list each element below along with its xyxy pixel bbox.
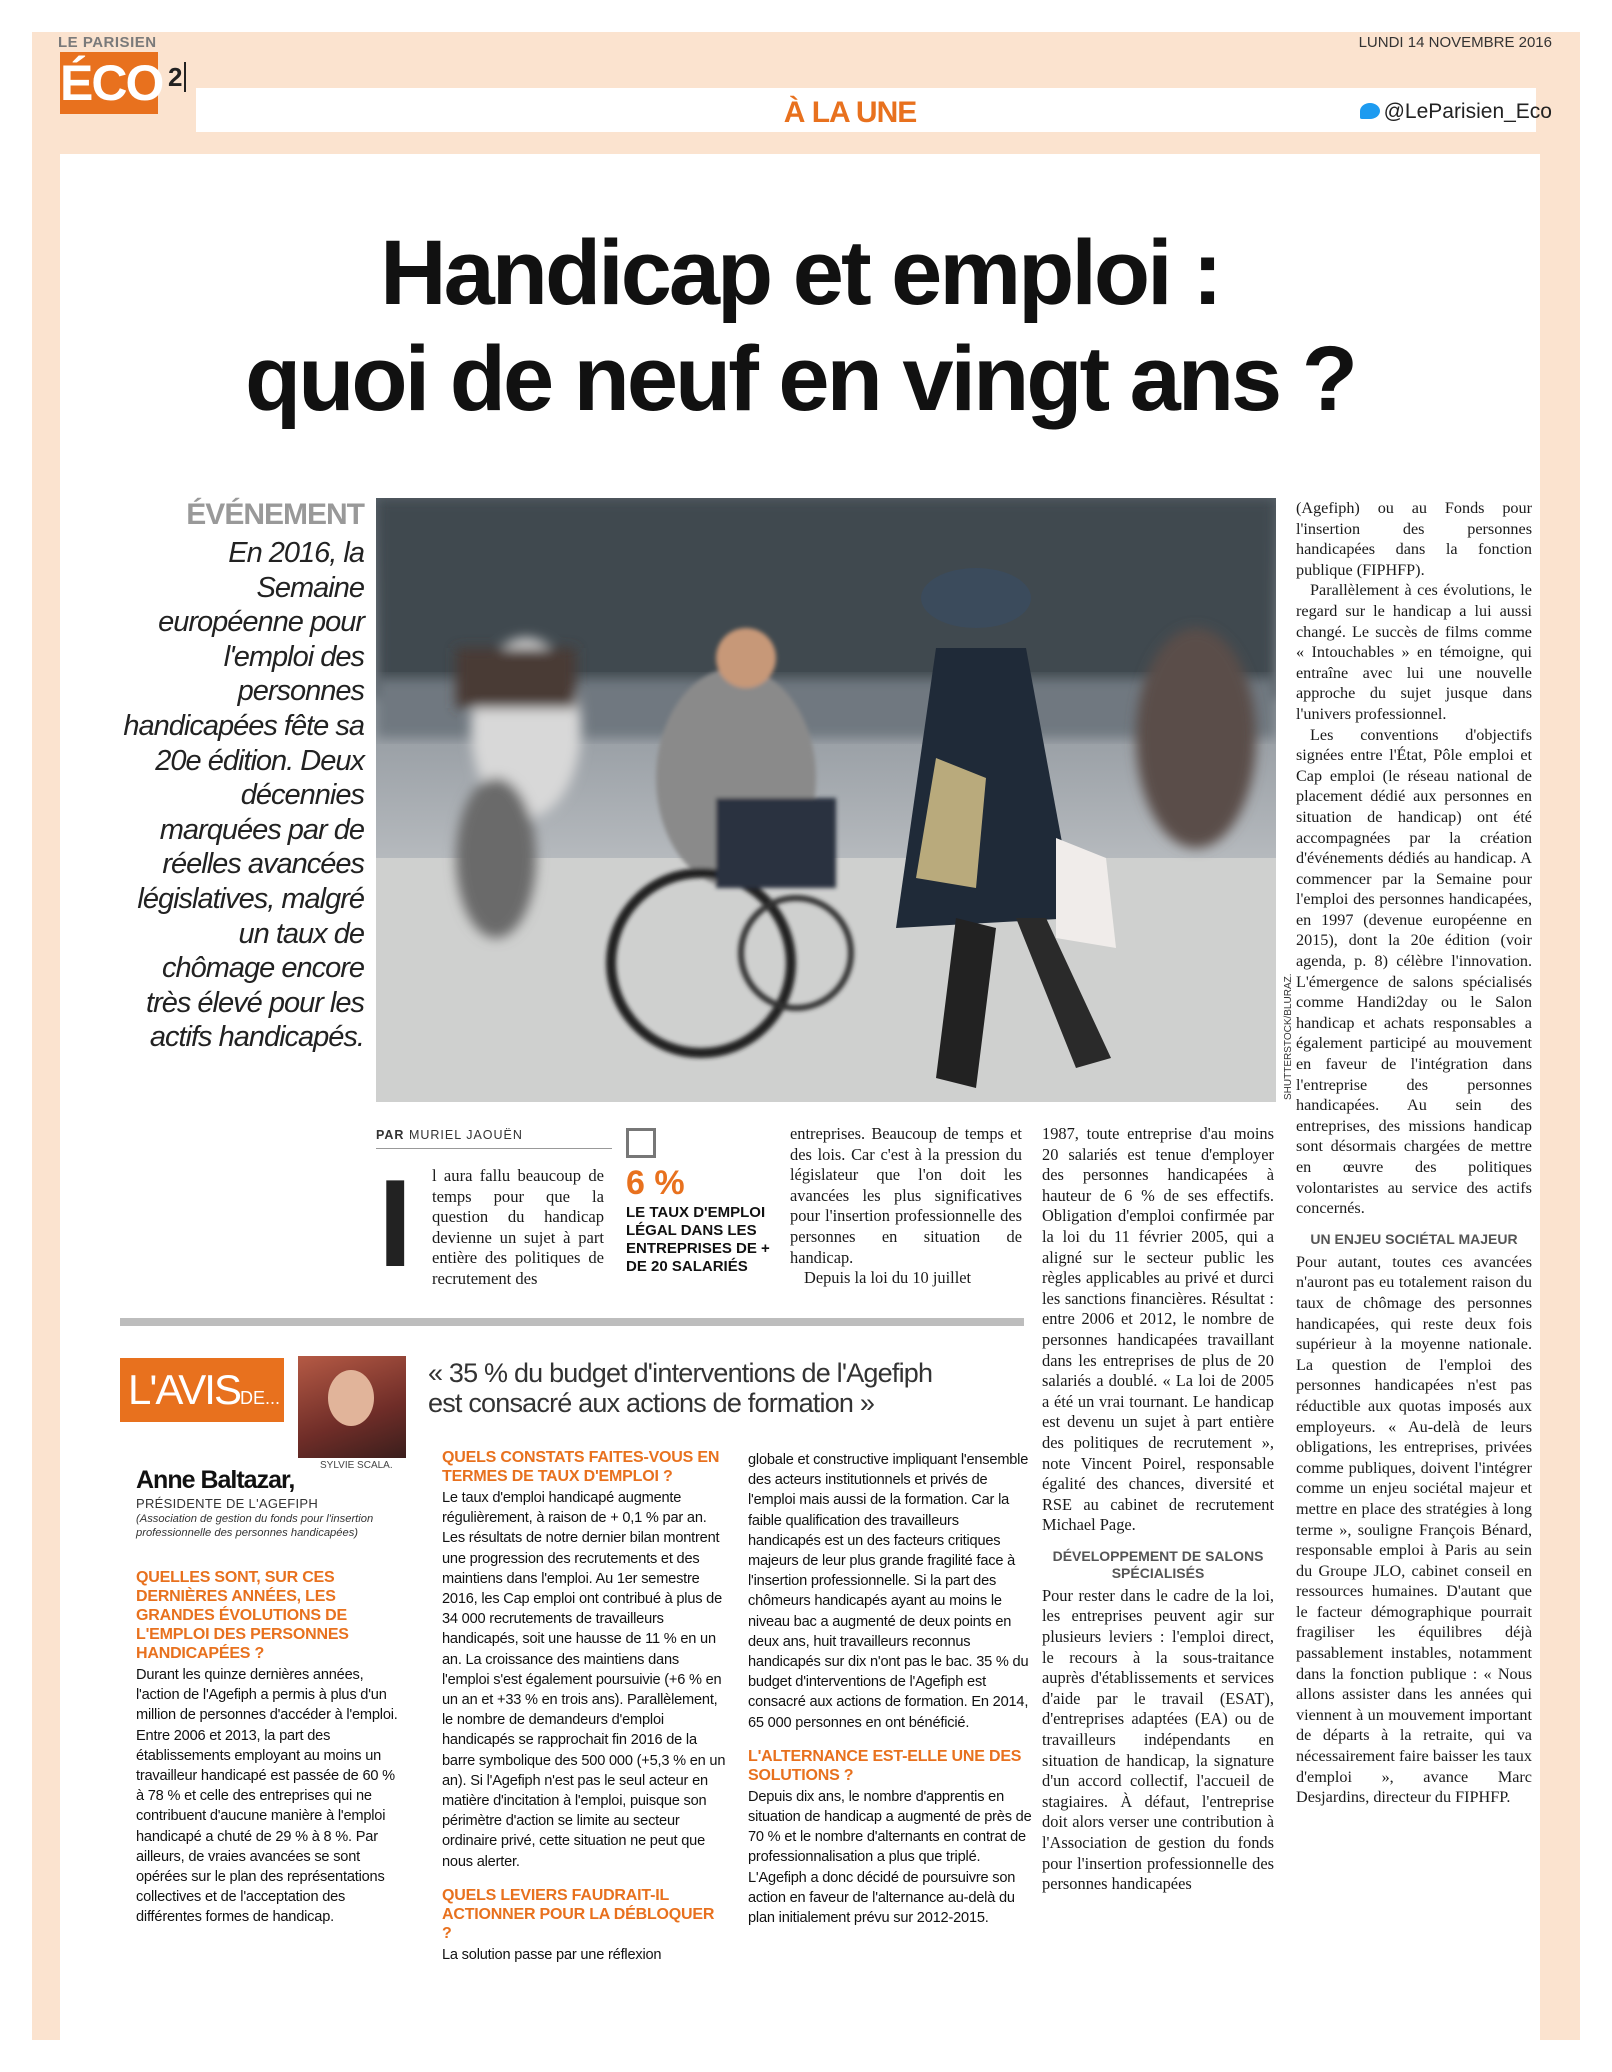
interview-question: QUELS CONSTATS FAITES-VOUS EN TERMES DE TAUX D'EMPLOI ? bbox=[442, 1449, 720, 1485]
section-badge: ÉCO bbox=[60, 52, 158, 114]
headline bbox=[120, 220, 1480, 432]
opinion-label-main: L'AVIS bbox=[128, 1366, 240, 1413]
stat-caption: LE TAUX D'EMPLOI LÉGAL DANS LES ENTREPRISES DE + DE 20 SALARIÉS bbox=[626, 1204, 770, 1275]
photo-credit: SHUTTERSTOCK/BLURAZ. bbox=[1283, 973, 1294, 1100]
rubric-title: À LA UNE bbox=[783, 96, 917, 129]
twitter-link[interactable] bbox=[1360, 100, 1552, 124]
interviewee-role: PRÉSIDENTE DE L'AGEFIPH bbox=[136, 1496, 319, 1511]
stat-number: 6 % bbox=[626, 1164, 685, 1202]
interview-column-2 bbox=[442, 1448, 728, 1979]
portrait-photo bbox=[298, 1356, 406, 1458]
interview-answer: Le taux d'emploi handicapé augmente régulièrement, à raison de + 0,1 % par an. Les résultats de notre dernier bilan montrent une progression des recrutements et des maintiens dans l'emploi. Au 1er semestre 2016, les Cap emploi ont contribué à plus de 34 000 recrutements de travailleurs handicapés, soit une hausse de 11 % en un an. La croissance des maintiens dans l'emploi s'est également poursuivie (+6 % en un an et +33 % en trois ans). Parallèlement, le nombre de demandeurs d'emploi handicapés se rapprochait fin 2016 de la barre symbolique des 500 000 (+5,3 % en un an). Si l'Agefiph n'est pas le seul acteur en matière d'incitation à l'emploi, puisque son périmètre d'action se limite au secteur ordinaire privé, cette situation ne peut que nous alerter. bbox=[442, 1490, 726, 1870]
headline-line-1: Handicap et emploi : bbox=[380, 222, 1220, 324]
paragraph: Depuis la loi du 10 juillet bbox=[804, 1268, 972, 1288]
paragraph: (Agefiph) ou au Fonds pour l'insertion des personnes handicapées dans la fonction publique (FIPHFP). bbox=[1296, 499, 1532, 579]
interview-answer: La solution passe par une réflexion bbox=[442, 1946, 662, 1963]
drop-cap: I bbox=[378, 1168, 422, 1284]
checkbox-icon bbox=[626, 1128, 656, 1158]
photo-illustration bbox=[376, 498, 1276, 1102]
interview-question: L'ALTERNANCE EST-ELLE UNE DES SOLUTIONS ? bbox=[748, 1747, 1022, 1784]
section-divider bbox=[120, 1318, 1024, 1326]
article-photo bbox=[376, 498, 1276, 1102]
opinion-label-suffix: DE... bbox=[239, 1388, 280, 1408]
article-column-3 bbox=[1042, 1124, 1274, 1895]
portrait-credit: SYLVIE SCALA. bbox=[320, 1460, 393, 1471]
interviewee-organisation: (Association de gestion du fonds pour l'insertion professionnelle des personnes handicapées) bbox=[136, 1513, 374, 1539]
paragraph: Pour rester dans le cadre de la loi, les entreprises peuvent agir sur plusieurs leviers : l'emploi direct, le recours à la sous-traitance auprès d'établissements et services d'aide par le travail (ESAT), d'entreprises adaptées (EA) ou de travailleurs indépendants en situation de handicap, la signature d'un accord collectif, l'accueil de stagiaires. À défaut, l'entreprise doit alors verser une contribution à l'Association de gestion du fonds pour l'insertion professionnelle des personnes handicapées bbox=[1042, 1585, 1274, 1894]
paragraph: entreprises. Beaucoup de temps et des lois. Car c'est à la pression du législateur que l'on doit les avancées les plus significatives pour l'insertion professionnelle des personnes en situation de handicap. bbox=[790, 1124, 1022, 1267]
pull-quote: « 35 % du budget d'interventions de l'Agefiph est consacré aux actions de formation » bbox=[428, 1358, 933, 1418]
subheading: DÉVELOPPEMENT DE SALONS SPÉCIALISÉS bbox=[1052, 1547, 1264, 1581]
interview-answer: Durant les quinze dernières années, l'action de l'Agefiph a permis à plus d'un million de personnes d'accéder à l'emploi. Entre 2006 et 2013, la part des établissements employant au moins un travailleur handicapé est passée de 60 % à 78 % et celle des entreprises qui ne contribuent d'aucune manière à l'emploi handicapé a chuté de 29 % à 8 %. Par ailleurs, de vraies avancées se sont opérées sur le plan des représentations collectives et de l'acceptation des différentes formes de handicap. bbox=[136, 1667, 398, 1926]
byline bbox=[376, 1128, 612, 1149]
interview-answer: globale et constructive impliquant l'ensemble des acteurs institutionnels et privés de l'emploi mais aussi de la formation. Car la faible qualification des travailleurs handicapés est un des facteurs critiques majeurs de leur plus grande fragilité face à l'insertion professionnelle. Si la part des chômeurs handicapés ayant au moins le niveau bac a augmenté de deux points en deux ans, huit travailleurs reconnus handicapés sur dix n'ont pas le bac. 35 % du budget d'interventions de l'Agefiph est consacré aux actions de formation. En 2014, 65 000 personnes en ont bénéficié. bbox=[748, 1452, 1029, 1731]
headline-line-2: quoi de neuf en vingt ans ? bbox=[245, 328, 1355, 430]
twitter-icon bbox=[1360, 103, 1380, 119]
byline-author: MURIEL JAOUËN bbox=[408, 1128, 523, 1142]
article-column-2 bbox=[790, 1124, 1022, 1289]
interview-question: QUELS LEVIERS FAUDRAIT-IL ACTIONNER POUR LA DÉBLOQUER ? bbox=[442, 1886, 715, 1942]
stat-box bbox=[626, 1128, 776, 1276]
portrait-face bbox=[328, 1370, 374, 1426]
interview-question: QUELLES SONT, SUR CES DERNIÈRES ANNÉES, LES GRANDES ÉVOLUTIONS DE L'EMPLOI DES PERSONNES HANDICAPÉES ? bbox=[136, 1569, 349, 1662]
paragraph: Parallèlement à ces évolutions, le regard sur le handicap a lui aussi changé. Le succès de films comme « Intouchables » en témoigne, qui entraîne avec lui une nouvelle approche du sujet jusque dans l'univers professionnel. bbox=[1296, 581, 1532, 723]
article-right-column bbox=[1296, 498, 1532, 1808]
page-number-divider bbox=[184, 62, 186, 92]
interviewee-name: Anne Baltazar, bbox=[136, 1466, 295, 1494]
newspaper-name: LE PARISIEN bbox=[58, 34, 157, 51]
interview-column-1 bbox=[136, 1568, 406, 1942]
interview-answer: Depuis dix ans, le nombre d'apprentis en situation de handicap a augmenté de près de 70 % et le nombre d'alternants en contrat de professionnalisation a plus que triplé. L'Agefiph a donc décidé de poursuivre son action en faveur de l'alternance au-delà du plan initialement prévu sur 2012-2015. bbox=[748, 1788, 1032, 1927]
interview-column-3 bbox=[748, 1450, 1034, 1942]
opinion-label bbox=[120, 1358, 284, 1422]
article-column-1 bbox=[376, 1166, 604, 1290]
kicker: ÉVÉNEMENT bbox=[186, 498, 364, 531]
page-number: 2 bbox=[168, 62, 183, 92]
subheading: UN ENJEU SOCIÉTAL MAJEUR bbox=[1310, 1230, 1518, 1247]
paragraph: Les conventions d'objectifs signées entre l'État, Pôle emploi et Cap emploi (le réseau national de placement dédié aux personnes en situation de handicap) ont été accompagnées par la création d'événements dédiés au handicap. A commencer par la Semaine pour l'emploi des personnes handicapées, en 1997 (devenue européenne en 2015), dont la 20e édition (voir agenda, p. 8) célèbre l'innovation. L'émergence de salons spécialisés comme Handi2day ou le Salon handicap et achats responsables a également participé au mouvement en faveur de l'intégration dans l'entreprise des personnes handicapées. Au sein des entreprises, des missions handicap sont désormais chargées de mettre en œuvre des politiques volontaristes au service des actifs concernés. bbox=[1296, 725, 1532, 1218]
byline-prefix: PAR bbox=[376, 1128, 405, 1142]
issue-date: LUNDI 14 NOVEMBRE 2016 bbox=[1358, 34, 1552, 51]
paragraph: 1987, toute entreprise d'au moins 20 salariés est tenue d'employer des personnes handicapées à hauteur de 6 % de ses effectifs. Obligation d'emploi confirmée par la loi du 11 février 2005, qui a aligné sur le secteur public les règles applicables au privé et durci les sanctions financières. Résultat : entre 2006 et 2012, le nombre de personnes handicapées travaillant dans les entreprises de plus de 20 salariés a doublé. « La loi de 2005 a été un vrai tournant. Le handicap est devenu un sujet à part entière des politiques de recrutement », note Vincent Poirel, responsable égalité des chances, diversité et RSE au cabinet de recrutement Michael Page. bbox=[1042, 1124, 1274, 1535]
twitter-handle: @LeParisien_Eco bbox=[1383, 100, 1552, 123]
paragraph: Pour autant, toutes ces avancées n'auront pas eu totalement raison du taux de chômage des personnes handicapées, qui reste deux fois supérieur à la moyenne nationale. La question de l'emploi des personnes handicapées n'est pas réductible aux quotas imposés aux employeurs. « Au-delà de leurs obligations, les entreprises, privées comme publiques, doivent l'intégrer comme un enjeu sociétal majeur et mettre en place des stratégies à long terme », souligne François Bénard, responsable emploi à Paris au sein du Groupe JLO, cabinet conseil en ressources humaines. D'autant que le facteur démographique pourrait fragiliser les équilibres déjà passablement instables, notamment dans la fonction publique : « Nous allons assister dans les années qui viennent à un mouvement important de départs à la retraite, qui va nécessairement faire baisser les taux d'emploi », avance Marc Desjardins, directeur du FIPHFP. bbox=[1296, 1252, 1532, 1807]
lede-text: En 2016, la Semaine européenne pour l'emploi des personnes handicapées fête sa 20e édition. Deux décennies marquées par de réelles avancées législatives, malgré un taux de chômage encore très élevé pour les actifs handicapés. bbox=[123, 537, 364, 1054]
paragraph: l aura fallu beaucoup de temps pour que la question du handicap devienne un sujet à part entière des politiques de recrutement des bbox=[432, 1166, 604, 1288]
